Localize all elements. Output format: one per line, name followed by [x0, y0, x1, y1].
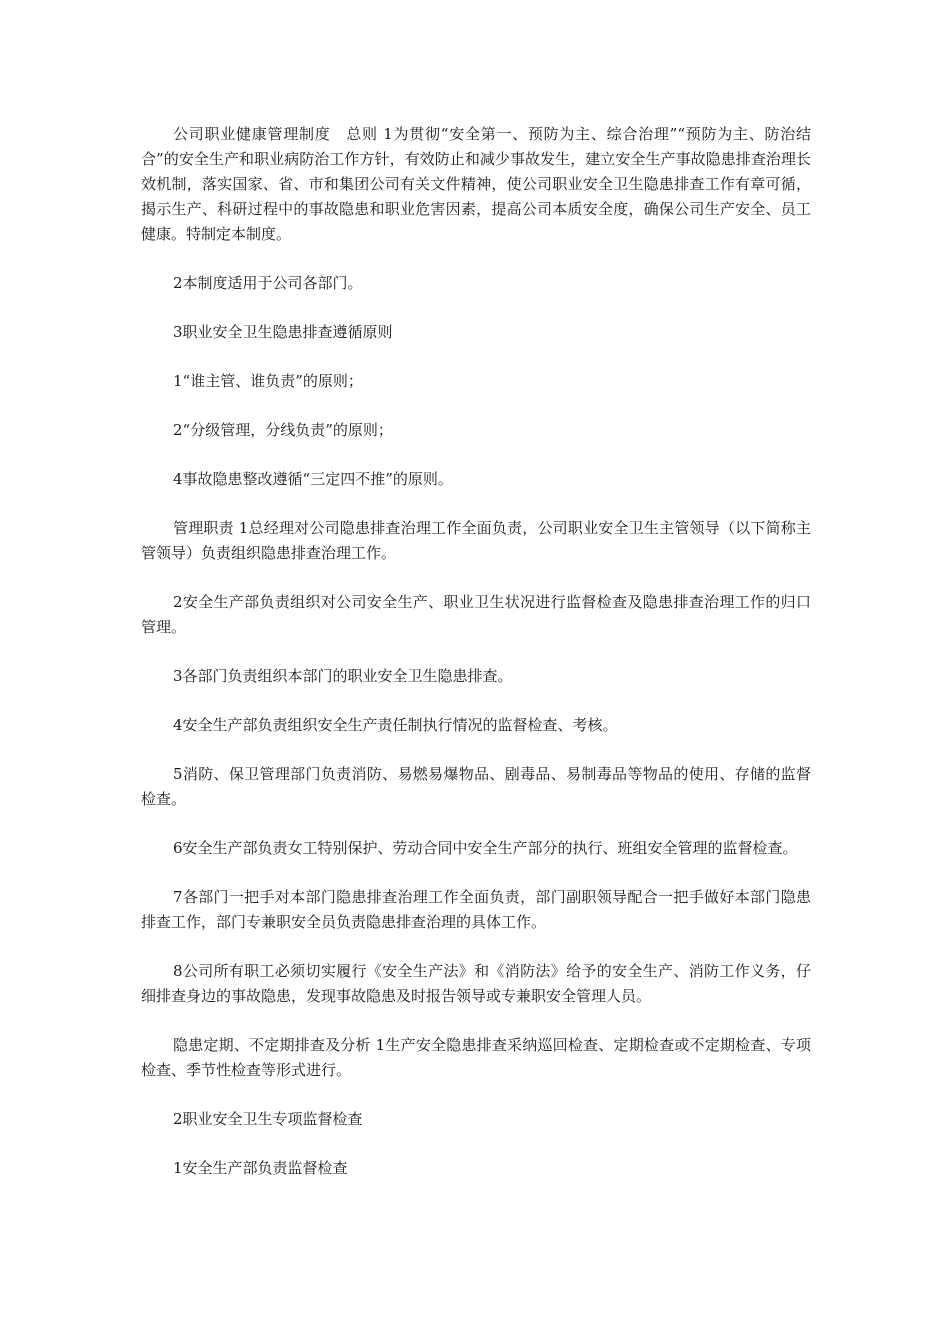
paragraph-duty-3: 3各部门负责组织本部门的职业安全卫生隐患排查。 [173, 667, 513, 685]
paragraph-principles-heading: 3职业安全卫生隐患排查遵循原则 [173, 323, 393, 341]
paragraph-duty-5: 5消防、保卫管理部门负责消防、易燃易爆物品、剧毒品、易制毒品等物品的使用、存储的监督检查。 [141, 765, 811, 808]
paragraph-special-inspection: 2职业安全卫生专项监督检查 [173, 1110, 363, 1128]
paragraph-duty-2: 2安全生产部负责组织对公司安全生产、职业卫生状况进行监督检查及隐患排查治理工作的归口管理。 [141, 593, 811, 636]
paragraph-scope: 2本制度适用于公司各部门。 [173, 274, 363, 292]
paragraph-duty-8: 8公司所有职工必须切实履行《安全生产法》和《消防法》给予的安全生产、消防工作义务，仔细排查身边的事故隐患，发现事故隐患及时报告领导或专兼职安全管理人员。 [141, 962, 811, 1005]
paragraph-rectification-principle: 4事故隐患整改遵循“三定四不推”的原则。 [173, 470, 453, 488]
paragraph-duty-4: 4安全生产部负责组织安全生产责任制执行情况的监督检查、考核。 [173, 716, 618, 734]
paragraph-general-provisions: 公司职业健康管理制度 总则 1为贯彻“安全第一、预防为主、综合治理”“预防为主、防治结合”的安全生产和职业病防治工作方针，有效防止和减少事故发生，建立安全生产事故隐患排查治理长效机制，落实国家、省、市和集团公司有关文件精神，使公司职业安全卫生隐患排查工作有章可循，揭示生产、科研过程中的事故隐患和职业危害因素，提高公司本质安全度，确保公司生产安全、员工健康。特制定本制度。 [141, 125, 811, 243]
paragraph-principle-1: 1“谁主管、谁负责”的原则； [173, 372, 363, 390]
paragraph-inspection-analysis: 隐患定期、不定期排查及分析 1生产安全隐患排查采纳巡回检查、定期检查或不定期检查、专项检查、季节性检查等形式进行。 [141, 1036, 811, 1079]
paragraph-safety-dept-inspection: 1安全生产部负责监督检查 [173, 1159, 348, 1177]
paragraph-principle-2: 2“分级管理，分线负责”的原则； [173, 421, 393, 439]
paragraph-management-duties: 管理职责 1总经理对公司隐患排查治理工作全面负责，公司职业安全卫生主管领导（以下简称主管领导）负责组织隐患排查治理工作。 [141, 519, 811, 562]
paragraph-duty-6: 6安全生产部负责女工特别保护、劳动合同中安全生产部分的执行、班组安全管理的监督检查。 [173, 839, 798, 857]
document-body [141, 122, 811, 1205]
paragraph-duty-7: 7各部门一把手对本部门隐患排查治理工作全面负责，部门副职领导配合一把手做好本部门隐患排查工作，部门专兼职安全员负责隐患排查治理的具体工作。 [141, 888, 811, 931]
